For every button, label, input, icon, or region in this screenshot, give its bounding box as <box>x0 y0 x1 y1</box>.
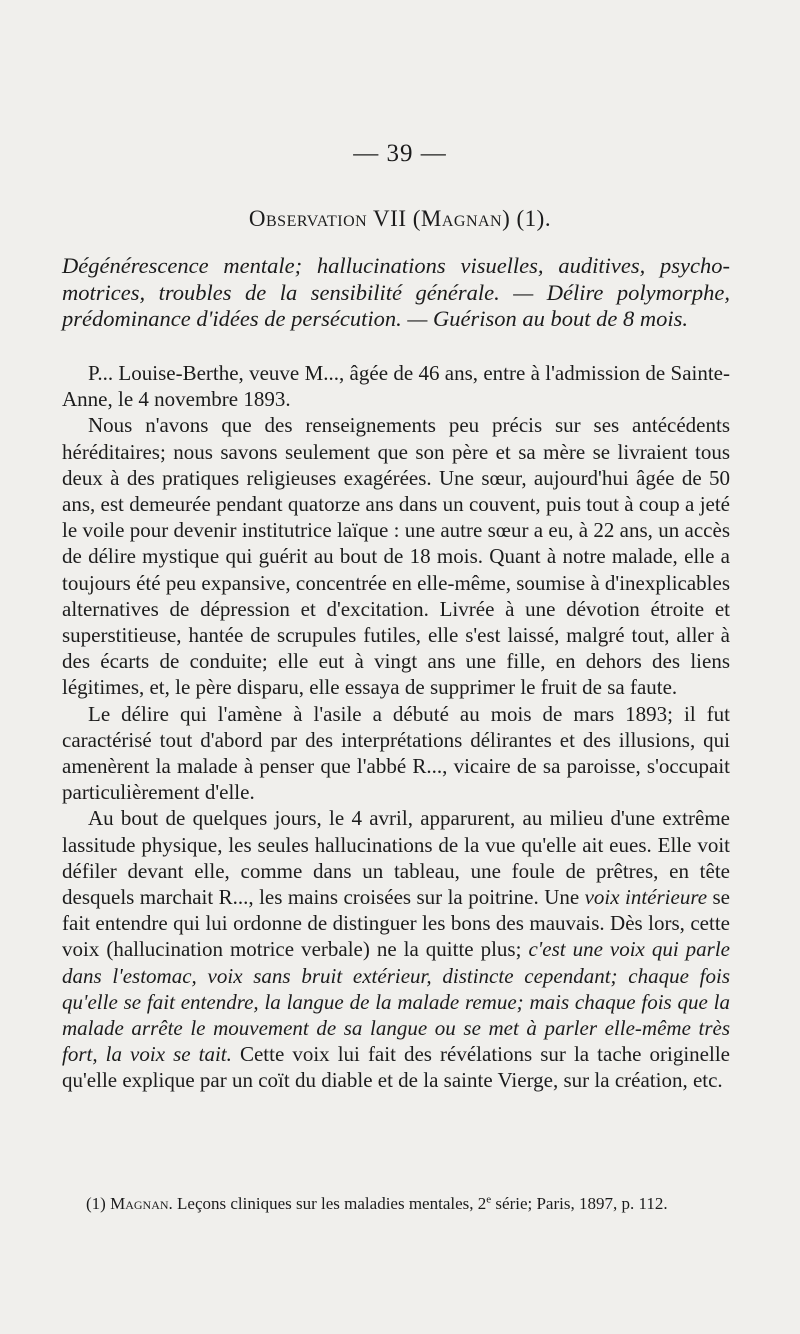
footnote-text-2: série; Paris, 1897, p. 112. <box>491 1194 668 1213</box>
paragraph-3: Le délire qui l'amène à l'asile a débuté au mois de mars 1893; il fut caractérisé tout d'abord par des interprétations délirantes et des illusions, qui amenèrent la malade à penser que l'abbé R..., vicaire de sa paroisse, s'occupait particulièrement d'elle. <box>62 701 730 805</box>
paragraph-4-italic-2: c'est une voix qui parle dans l'estomac, voix sans bruit extérieur, distincte cependant; chaque fois qu'elle se fait entendre, la langue de la malade remue; mais chaque fois que la malade arrête le mouvement de sa langue ou se met à parler elle-même très fort, la voix se tait. <box>62 937 730 1067</box>
paragraph-4-italic-1: voix intérieure <box>584 885 708 910</box>
footnote-text: Leçons cliniques sur les maladies mentales, 2 <box>172 1194 487 1213</box>
footnote-superscript: e <box>486 1193 492 1206</box>
paragraph-4-part-b: se fait entendre qui lui ordonne de distinguer les bons des mauvais. Dès lors, cette voix (hallucination motrice verbale) ne la quitte plus; <box>62 885 730 962</box>
footnote-author: Magnan. <box>110 1194 173 1213</box>
paragraph-4-part-a: Au bout de quelques jours, le 4 avril, apparurent, au milieu d'une extrême lassitude physique, les seules hallucinations de la vue qu'elle ait eues. Elle voit défiler devant elle, comme dans un tableau, une foule de prêtres, en tête desquels marchait R..., les mains croisées sur la poitrine. Une <box>62 806 730 910</box>
page-number: — 39 — <box>353 140 447 167</box>
paragraph-1: P... Louise-Berthe, veuve M..., âgée de 46 ans, entre à l'admission de Sainte-Anne, le 4 novembre 1893. <box>62 361 730 412</box>
case-summary: Dégénérescence mentale; hallucinations visuelles, auditives, psycho-motrices, troubles de la sensibilité générale. — Délire polymorphe, prédominance d'idées de persécution. — Guérison au bout de 8 mois. <box>62 253 730 331</box>
footnote-marker: (1) <box>86 1194 106 1213</box>
paragraph-4-part-c: Cette voix lui fait des révélations sur la tache originelle qu'elle explique par un coït du diable et de la sainte Vierge, sur la création, etc. <box>62 1042 730 1093</box>
observation-title: Observation VII (Magnan) (1). <box>248 206 552 231</box>
footnote <box>62 1193 730 1214</box>
paragraph-4 <box>62 805 730 1093</box>
body-text <box>62 360 730 1094</box>
paragraph-2: Nous n'avons que des renseignements peu précis sur ses antécédents héréditaires; nous savons seulement que son père et sa mère se livraient tous deux à des pratiques religieuses exagérées. Une sœur, aujourd'hui âgée de 50 ans, est demeurée pendant quatorze ans dans un couvent, puis tout à coup a jeté le voile pour devenir institutrice laïque : une autre sœur a eu, à 22 ans, un accès de délire mystique qui guérit au bout de 18 mois. Quant à notre malade, elle a toujours été peu expansive, concentrée en elle-même, soumise à d'inexplicables alternatives de dépression et d'excitation. Livrée à une dévotion étroite et superstitieuse, hantée de scrupules futiles, elle s'est laissé, malgré tout, aller à des écarts de conduite; elle eut à vingt ans une fille, en dehors des liens légitimes, et, le père disparu, elle essaya de supprimer le fruit de sa faute. <box>62 413 730 700</box>
